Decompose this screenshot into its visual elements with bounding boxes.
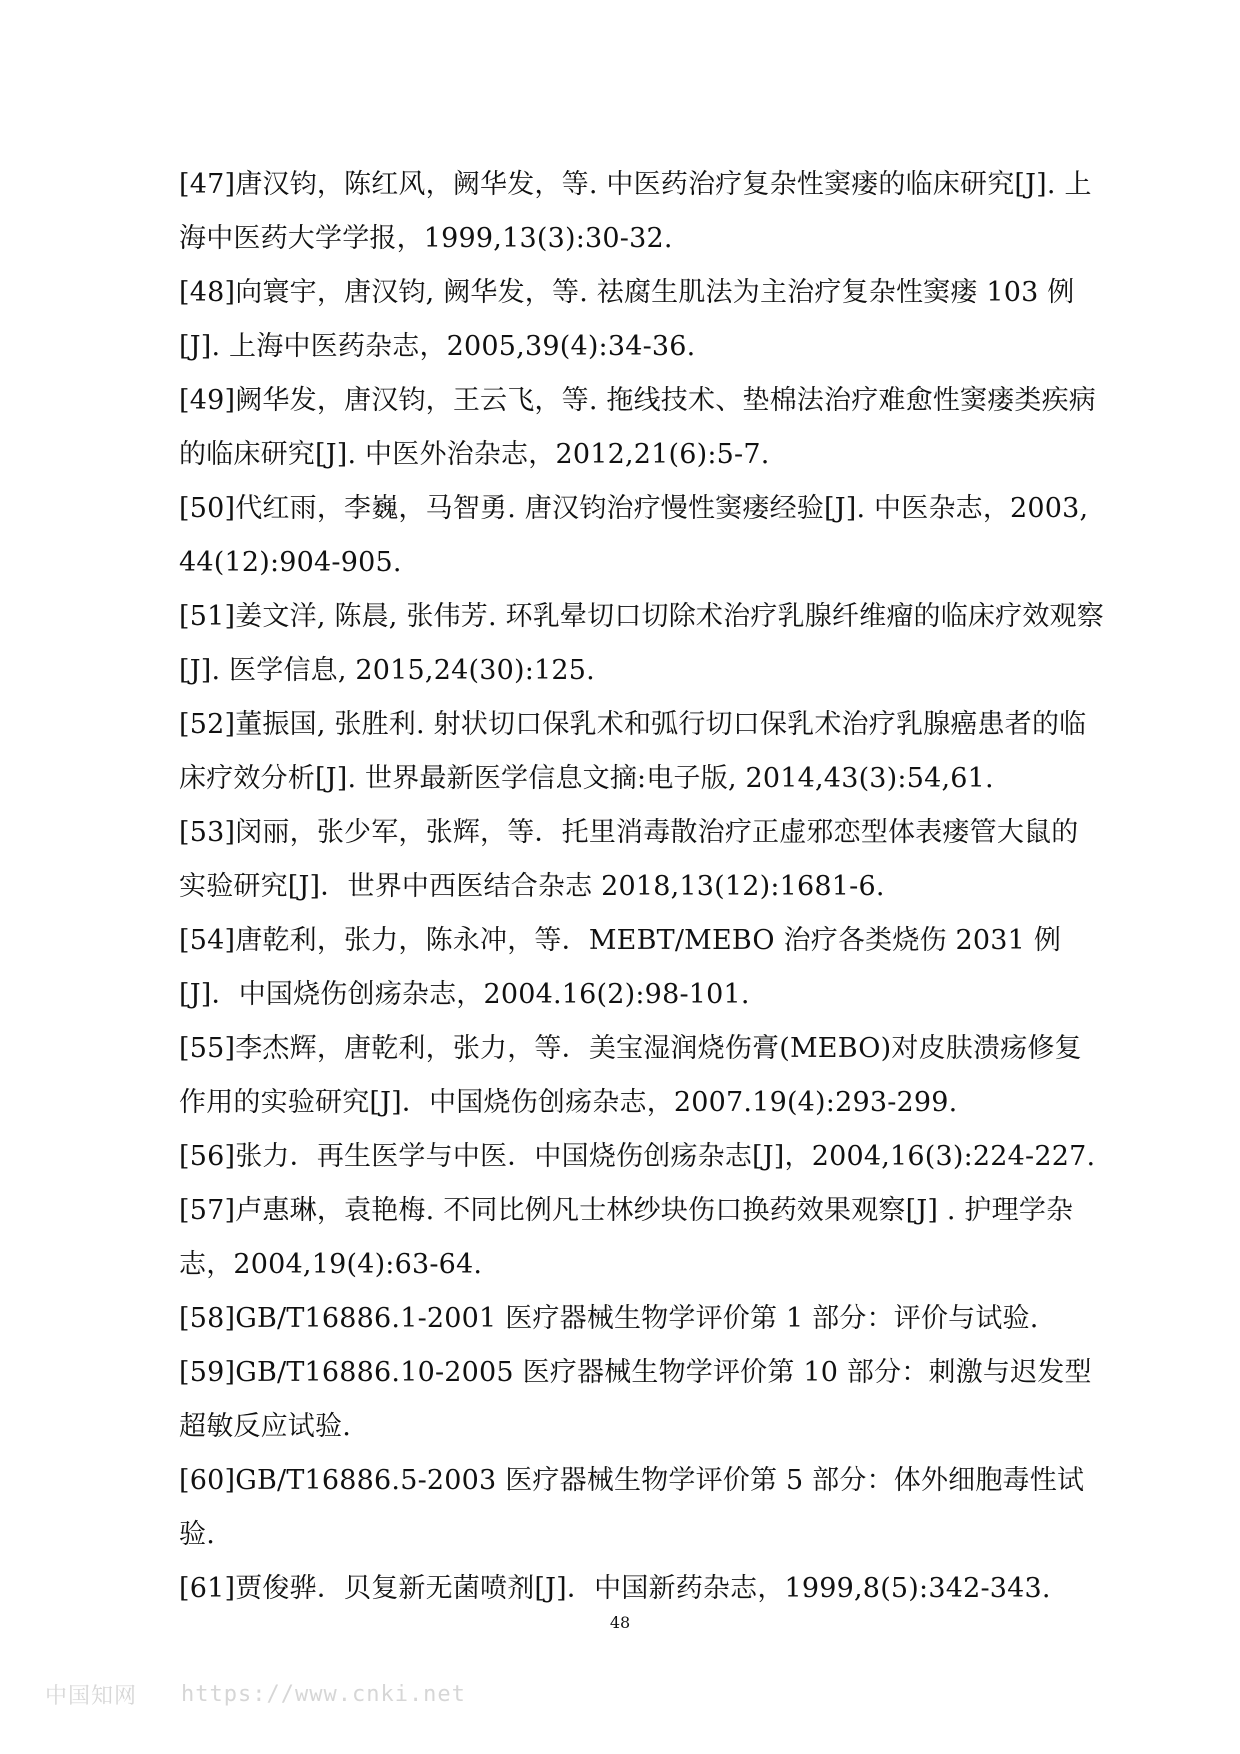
reference-item: [55]李杰辉，唐乾利，张力，等．美宝湿润烧伤膏(MEBO)对皮肤溃疡修复作用的实验研究[J]．中国烧伤创疡杂志，2007.19(4):293-299.	[179, 1033, 1082, 1118]
reference-item: [48]向寰宇，唐汉钧, 阙华发，等. 祛腐生肌法为主治疗复杂性窦瘘 103 例[J]. 上海中医药杂志，2005,39(4):34-36.	[179, 277, 1075, 362]
reference-item: [52]董振国, 张胜利. 射状切口保乳术和弧行切口保乳术治疗乳腺癌患者的临床疗效分析[J]. 世界最新医学信息文摘:电子版, 2014,43(3):54,61.	[179, 709, 1087, 794]
watermark-url: https://www.cnki.net	[181, 1681, 466, 1707]
reference-item: [51]姜文洋, 陈晨, 张伟芳. 环乳晕切口切除术治疗乳腺纤维瘤的临床疗效观察[J]. 医学信息, 2015,24(30):125.	[179, 601, 1104, 686]
reference-item: [60]GB/T16886.5-2003 医疗器械生物学评价第 5 部分：体外细胞毒性试验.	[179, 1465, 1085, 1550]
reference-item: [47]唐汉钧，陈红风，阙华发，等. 中医药治疗复杂性窦瘘的临床研究[J]. 上海中医药大学学报，1999,13(3):30-32.	[179, 169, 1092, 254]
reference-item: [58]GB/T16886.1-2001 医疗器械生物学评价第 1 部分：评价与试验.	[179, 1303, 1039, 1334]
reference-item: [53]闵丽，张少军，张辉，等．托里消毒散治疗正虚邪恋型体表瘘管大鼠的实验研究[J]．世界中西医结合杂志 2018,13(12):1681-6.	[179, 817, 1079, 902]
reference-list	[179, 158, 1104, 1616]
reference-item: [54]唐乾利，张力，陈永冲，等．MEBT/MEBO 治疗各类烧伤 2031 例[J]．中国烧伤创疡杂志，2004.16(2):98-101.	[179, 925, 1062, 1010]
reference-item: [50]代红雨，李巍，马智勇. 唐汉钧治疗慢性窦瘘经验[J]. 中医杂志，2003,44(12):904-905.	[179, 493, 1089, 578]
watermark-logo-text: 中国知网	[45, 1683, 138, 1709]
cnki-watermark	[45, 1679, 466, 1709]
reference-item: [56]张力．再生医学与中医．中国烧伤创疡杂志[J]，2004,16(3):224-227.	[179, 1141, 1096, 1172]
reference-item: [49]阙华发，唐汉钧，王云飞，等. 拖线技术、垫棉法治疗难愈性窦瘘类疾病的临床研究[J]. 中医外治杂志，2012,21(6):5-7.	[179, 385, 1096, 470]
page-number: 48	[609, 1613, 631, 1632]
reference-item: [57]卢惠琳，袁艳梅. 不同比例凡士林纱块伤口换药效果观察[J] . 护理学杂志，2004,19(4):63-64.	[179, 1195, 1074, 1280]
reference-item: [59]GB/T16886.10-2005 医疗器械生物学评价第 10 部分：刺激与迟发型超敏反应试验.	[179, 1357, 1092, 1442]
reference-item: [61]贾俊骅．贝复新无菌喷剂[J]．中国新药杂志，1999,8(5):342-343.	[179, 1573, 1051, 1604]
